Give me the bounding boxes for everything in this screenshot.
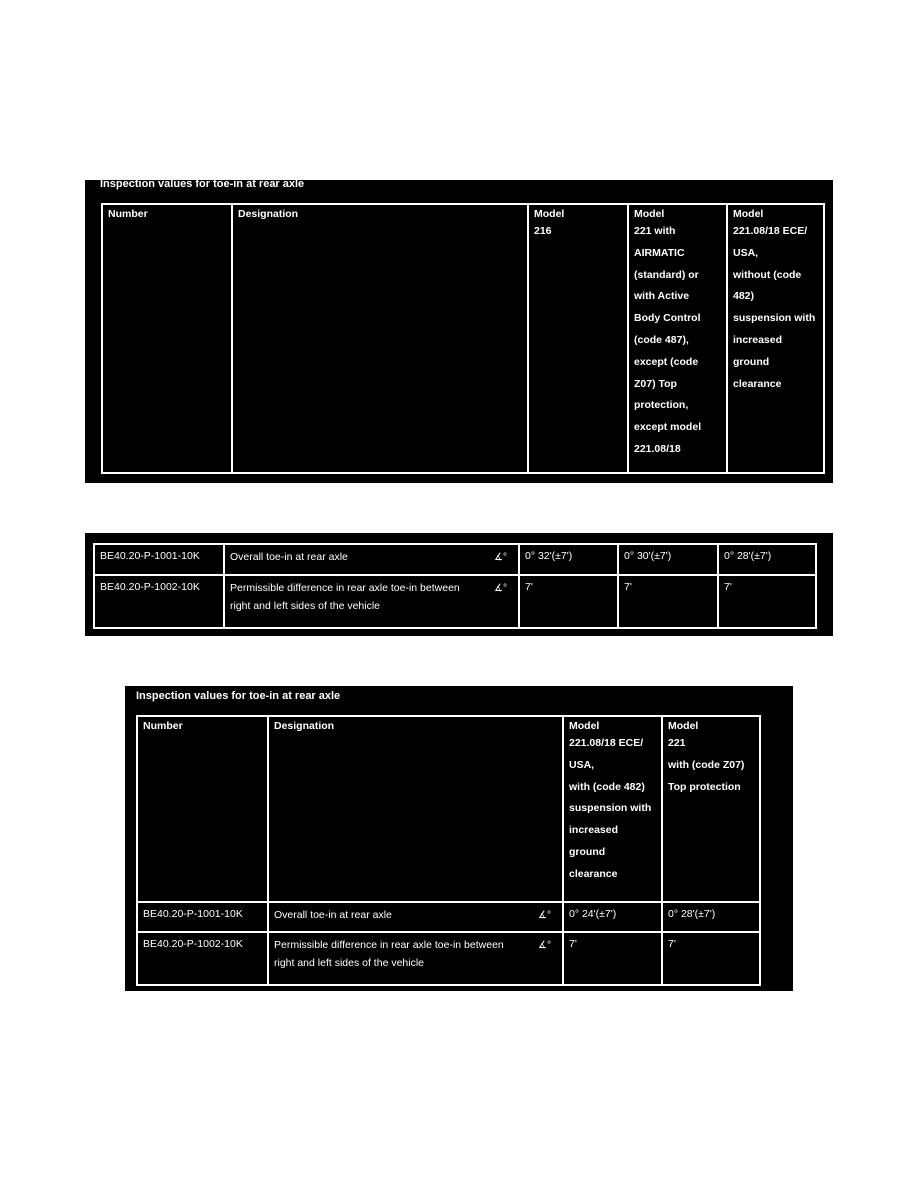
header-model-221-ece-usa-without-482: Model 221.08/18 ECE/ USA, without (code 482) suspension with increased ground clearance [727, 204, 824, 473]
header-table-1 [101, 203, 825, 474]
row-value: 0° 30'(±7') [618, 544, 718, 575]
row-number: BE40.20-P-1001-10K [94, 544, 224, 575]
panel-title: Inspection values for toe-in at rear axle [100, 178, 305, 190]
header-designation: Designation [268, 716, 563, 902]
table-row [94, 575, 816, 628]
table-row [137, 932, 760, 985]
row-designation: Overall toe-in at rear axle ∡° [268, 902, 563, 932]
row-value: 0° 28'(±7') [718, 544, 816, 575]
angle-unit-icon: ∡° [538, 910, 551, 921]
row-value: 7' [718, 575, 816, 628]
row-value: 0° 24'(±7') [563, 902, 662, 932]
inspection-panel-2 [85, 533, 833, 636]
header-model-216: Model 216 [528, 204, 628, 473]
header-model-221-airmatic: Model 221 with AIRMATIC (standard) or with Active Body Control (code 487), except (code Z07) Top protection, except model 221.08/18 [628, 204, 727, 473]
table-row [94, 544, 816, 575]
row-value: 7' [519, 575, 618, 628]
header-model-221-z07: Model 221 with (code Z07) Top protection [662, 716, 760, 902]
row-number: BE40.20-P-1002-10K [137, 932, 268, 985]
values-table-1 [93, 543, 817, 629]
row-value: 7' [618, 575, 718, 628]
table-row [137, 902, 760, 932]
header-row [137, 716, 760, 902]
row-value: 7' [662, 932, 760, 985]
header-number: Number [102, 204, 232, 473]
angle-unit-icon: ∡° [538, 940, 551, 951]
row-designation: Permissible difference in rear axle toe-in between right and left sides of the vehicle ∡° [224, 575, 519, 628]
panel-title: Inspection values for toe-in at rear axle [136, 690, 341, 702]
angle-unit-icon: ∡° [494, 552, 507, 563]
header-row [102, 204, 824, 473]
header-number: Number [137, 716, 268, 902]
inspection-panel-3 [125, 686, 793, 991]
row-designation: Permissible difference in rear axle toe-in between right and left sides of the vehicle ∡° [268, 932, 563, 985]
header-designation: Designation [232, 204, 528, 473]
angle-unit-icon: ∡° [494, 583, 507, 594]
row-value: 0° 32'(±7') [519, 544, 618, 575]
row-number: BE40.20-P-1002-10K [94, 575, 224, 628]
inspection-panel-1 [85, 180, 833, 483]
row-number: BE40.20-P-1001-10K [137, 902, 268, 932]
row-designation: Overall toe-in at rear axle ∡° [224, 544, 519, 575]
row-value: 0° 28'(±7') [662, 902, 760, 932]
header-model-221-ece-usa-with-482: Model 221.08/18 ECE/ USA, with (code 482) suspension with increased ground clearance [563, 716, 662, 902]
row-value: 7' [563, 932, 662, 985]
values-table-2 [136, 715, 761, 986]
